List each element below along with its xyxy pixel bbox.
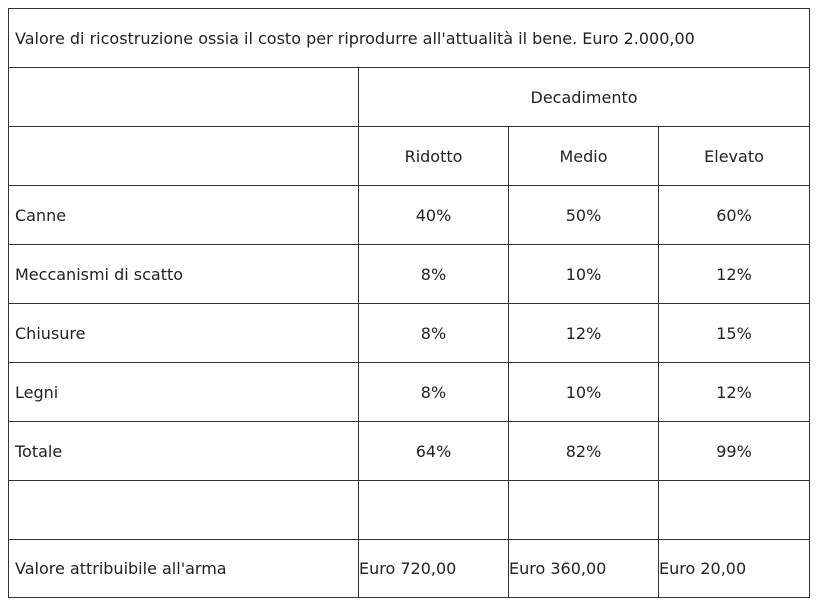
table-row	[9, 186, 810, 245]
value-cell: Euro 720,00	[359, 540, 509, 598]
table-title: Valore di ricostruzione ossia il costo per riprodurre all'attualità il bene. Euro 2.000,00	[9, 9, 810, 68]
table-cell: 60%	[659, 186, 810, 245]
table-cell: 64%	[359, 422, 509, 481]
column-header: Ridotto	[359, 127, 509, 186]
row-label: Meccanismi di scatto	[9, 245, 359, 304]
table-cell: 10%	[509, 245, 659, 304]
table-cell: 12%	[659, 363, 810, 422]
table-cell: 8%	[359, 363, 509, 422]
column-header: Medio	[509, 127, 659, 186]
empty-cell	[9, 481, 359, 540]
title-row	[9, 9, 810, 68]
table-cell: 12%	[659, 245, 810, 304]
table-cell: 8%	[359, 304, 509, 363]
row-label: Legni	[9, 363, 359, 422]
value-cell: Euro 360,00	[509, 540, 659, 598]
row-label: Totale	[9, 422, 359, 481]
empty-cell	[9, 68, 359, 127]
table-cell: 10%	[509, 363, 659, 422]
column-header: Elevato	[659, 127, 810, 186]
empty-cell	[359, 481, 509, 540]
row-label: Canne	[9, 186, 359, 245]
table-cell: 99%	[659, 422, 810, 481]
group-header: Decadimento	[359, 68, 810, 127]
table-cell: 8%	[359, 245, 509, 304]
empty-cell	[659, 481, 810, 540]
table-row	[9, 422, 810, 481]
table-cell: 15%	[659, 304, 810, 363]
table-cell: 82%	[509, 422, 659, 481]
row-label: Chiusure	[9, 304, 359, 363]
value-row	[9, 540, 810, 598]
table-row	[9, 363, 810, 422]
column-header-row	[9, 127, 810, 186]
table-row	[9, 245, 810, 304]
table-cell: 50%	[509, 186, 659, 245]
empty-cell	[9, 127, 359, 186]
table-cell: 12%	[509, 304, 659, 363]
value-cell: Euro 20,00	[659, 540, 810, 598]
table-cell: 40%	[359, 186, 509, 245]
row-label: Valore attribuibile all'arma	[9, 540, 359, 598]
empty-cell	[509, 481, 659, 540]
group-header-row	[9, 68, 810, 127]
table-row	[9, 304, 810, 363]
empty-row	[9, 481, 810, 540]
valuation-table	[8, 8, 810, 598]
